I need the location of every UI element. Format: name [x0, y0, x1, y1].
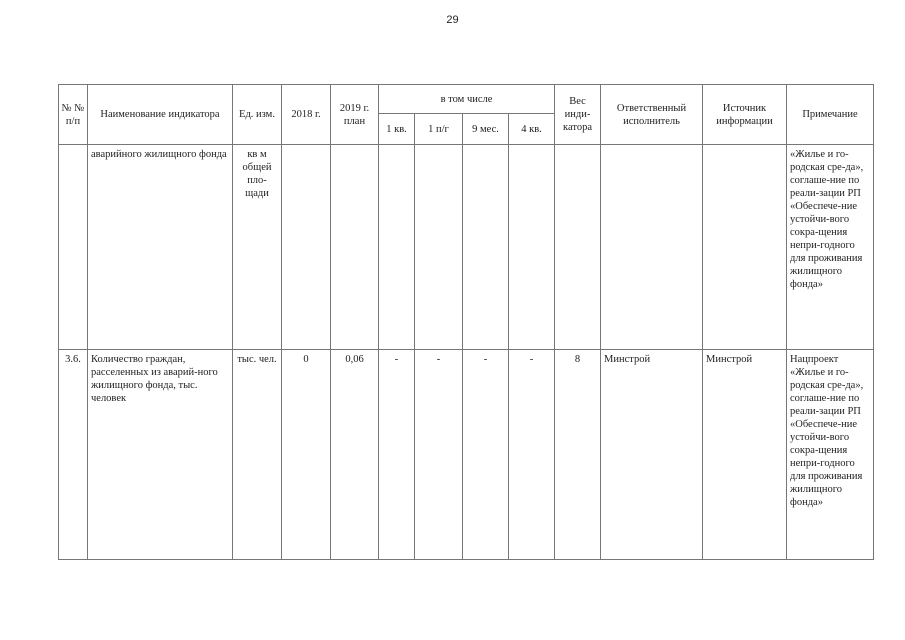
cell-9m	[463, 145, 509, 350]
cell-num	[59, 145, 88, 350]
header-num: № № п/п	[59, 85, 88, 145]
header-responsible: Ответственный исполнитель	[601, 85, 703, 145]
cell-q4	[509, 145, 555, 350]
cell-unit: тыс. чел.	[233, 350, 282, 560]
cell-responsible: Минстрой	[601, 350, 703, 560]
page-number: 29	[446, 14, 459, 26]
header-weight: Вес инди-катора	[555, 85, 601, 145]
cell-2018: 0	[282, 350, 331, 560]
cell-q1	[379, 145, 415, 350]
header-9m: 9 мес.	[463, 114, 509, 145]
cell-responsible	[601, 145, 703, 350]
cell-unit: кв м общей пло-щади	[233, 145, 282, 350]
header-q4: 4 кв.	[509, 114, 555, 145]
indicator-table	[58, 84, 874, 560]
header-h1: 1 п/г	[415, 114, 463, 145]
cell-2019	[331, 145, 379, 350]
header-source: Источник информации	[703, 85, 787, 145]
cell-2019: 0,06	[331, 350, 379, 560]
cell-h1: -	[415, 350, 463, 560]
cell-9m: -	[463, 350, 509, 560]
cell-weight: 8	[555, 350, 601, 560]
cell-name: Количество граждан, расселенных из аварий-ного жилищного фонда, тыс. человек	[88, 350, 233, 560]
cell-q1: -	[379, 350, 415, 560]
header-q1: 1 кв.	[379, 114, 415, 145]
cell-note: «Жилье и го-родская сре-да», соглаше-ние по реали-зации РП «Обеспече-ние устойчи-вого сокра-щения непри-годного для проживания жилищного фонда»	[787, 145, 874, 350]
header-unit: Ед. изм.	[233, 85, 282, 145]
table-row	[59, 350, 874, 560]
cell-note: Нацпроект «Жилье и го-родская сре-да», соглаше-ние по реали-зации РП «Обеспече-ние устойчи-вого сокра-щения непри-годного для проживания жилищного фонда»	[787, 350, 874, 560]
header-2019-plan: 2019 г. план	[331, 85, 379, 145]
cell-num: 3.6.	[59, 350, 88, 560]
header-2018: 2018 г.	[282, 85, 331, 145]
cell-source: Минстрой	[703, 350, 787, 560]
cell-name: аварийного жилищного фонда	[88, 145, 233, 350]
cell-2018	[282, 145, 331, 350]
header-including: в том числе	[379, 85, 555, 114]
header-row-top	[59, 85, 874, 114]
table-row	[59, 145, 874, 350]
cell-q4: -	[509, 350, 555, 560]
cell-weight	[555, 145, 601, 350]
header-name: Наименование индикатора	[88, 85, 233, 145]
header-note: Примечание	[787, 85, 874, 145]
cell-source	[703, 145, 787, 350]
cell-h1	[415, 145, 463, 350]
